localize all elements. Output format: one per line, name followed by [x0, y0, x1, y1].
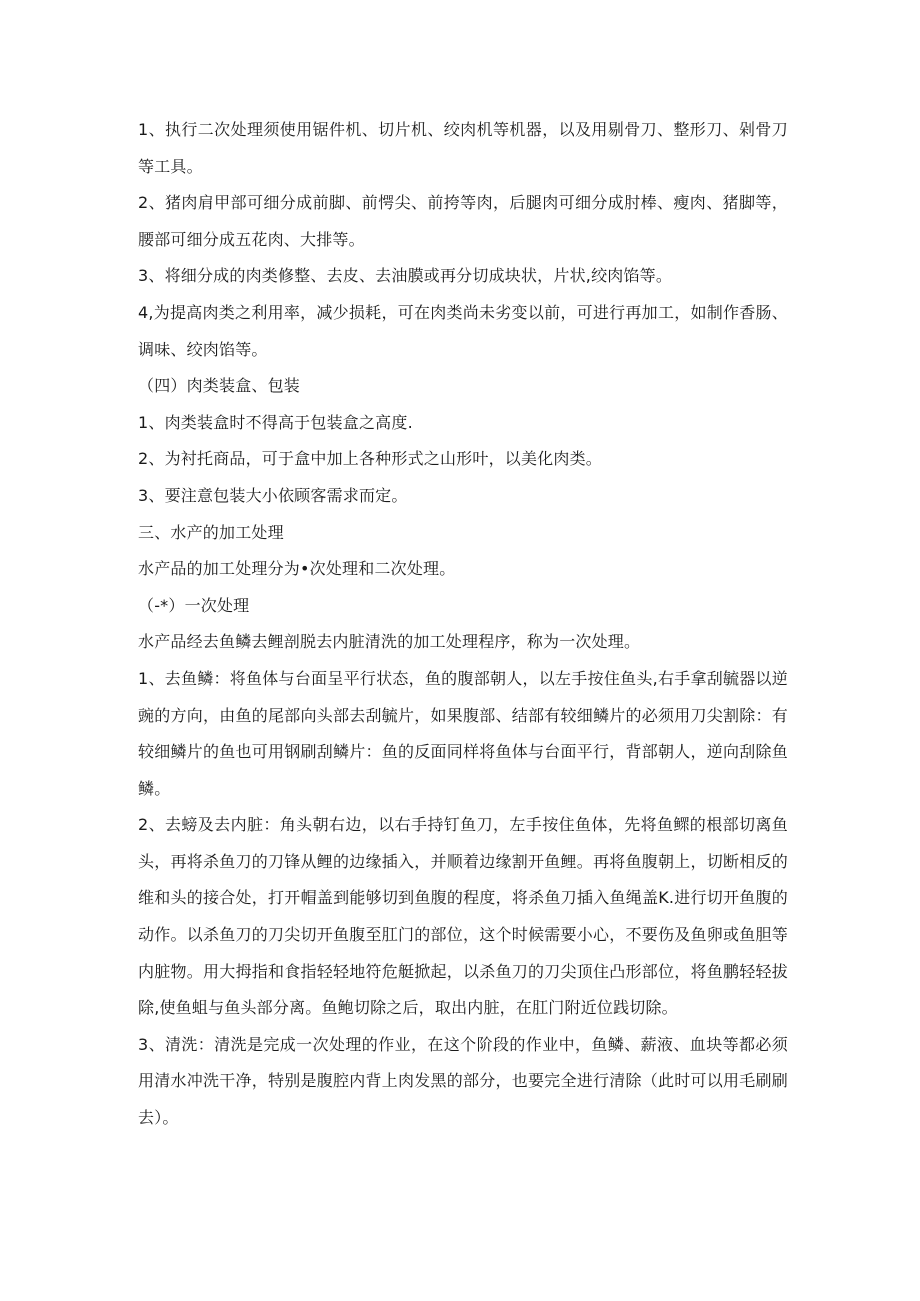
subsection-heading-primary: （-*）一次处理	[138, 595, 250, 615]
paragraph-9: 水产品经去鱼鳞去鲤剖脱去内脏清洗的加工处理程序，称为一次处理。	[138, 632, 641, 652]
paragraph-5: 1、肉类装盒时不得高于包装盒之高度.	[138, 412, 413, 432]
paragraph-4: 4,为提高肉类之利用率，减少损耗，可在肉类尚未劣变以前，可进行再加工，如制作香肠、调味、绞肉馅等。	[138, 302, 788, 359]
paragraph-3: 3、将细分成的肉类修整、去皮、去油膜或再分切成块状，片状,绞肉馅等。	[138, 266, 673, 286]
paragraph-12: 3、清洗：清洗是完成一次处理的作业，在这个阶段的作业中，鱼鳞、薪液、血块等都必须用清水冲洗干净，特别是腹腔内背上肉发黑的部分，也要完全进行清除（此时可以用毛刷刷去）。	[138, 1034, 788, 1128]
paragraph-10: 1、去鱼鳞：将鱼体与台面呈平行状态，鱼的腹部朝人，以左手按住鱼头,右手拿刮毓器以逆豌的方向，由鱼的尾部向头部去刮毓片，如果腹部、结部有较细鳞片的必须用刀尖割除：有较细鳞片的鱼也可用钢刷刮鳞片：鱼的反面同样将鱼体与台面平行，背部朝人，逆向刮除鱼鳞。	[138, 668, 788, 798]
paragraph-8: 水产品的加工处理分为•次处理和二次处理。	[138, 559, 456, 579]
section-heading-seafood: 三、水产的加工处理	[138, 522, 284, 542]
paragraph-6: 2、为衬托商品，可于盒中加上各种形式之山形叶，以美化肉类。	[138, 449, 602, 469]
paragraph-7: 3、要注意包装大小依顾客需求而定。	[138, 485, 408, 505]
paragraph-2: 2、猪肉肩甲部可细分成前脚、前愕尖、前挎等肉，后腿肉可细分成肘棒、瘦肉、猪脚等，腰部可细分成五花肉、大排等。	[138, 193, 788, 249]
section-heading-packaging: （四）肉类装盒、包装	[138, 376, 301, 396]
document-body	[138, 112, 788, 1137]
paragraph-1: 1、执行二次处理须使用锯件机、切片机、绞肉机等机器，以及用剔骨刀、整形刀、剁骨刀等工具。	[138, 120, 788, 176]
paragraph-11: 2、去螃及去内脏：角头朝右边，以右手持钉鱼刀，左手按住鱼体，先将鱼鳏的根部切离鱼头，再将杀鱼刀的刀锋从鲤的边缘插入，并顺着边缘割开鱼鲤。再将鱼腹朝上，切断相反的维和头的接合处，打开帽盖到能够切到鱼腹的程度，将杀鱼刀插入鱼绳盖K.进行切开鱼腹的动作。以杀鱼刀的刀尖切开鱼腹至肛门的部位，这个时候需要小心，不要伤及鱼卵或鱼胆等内脏物。用大拇指和食指轻轻地符危艇掀起，以杀鱼刀的刀尖顶住凸形部位，将鱼鹏轻轻拔除,使鱼蛆与鱼头部分离。鱼鲍切除之后，取出内脏，在肛门附近位践切除。	[138, 815, 788, 1018]
